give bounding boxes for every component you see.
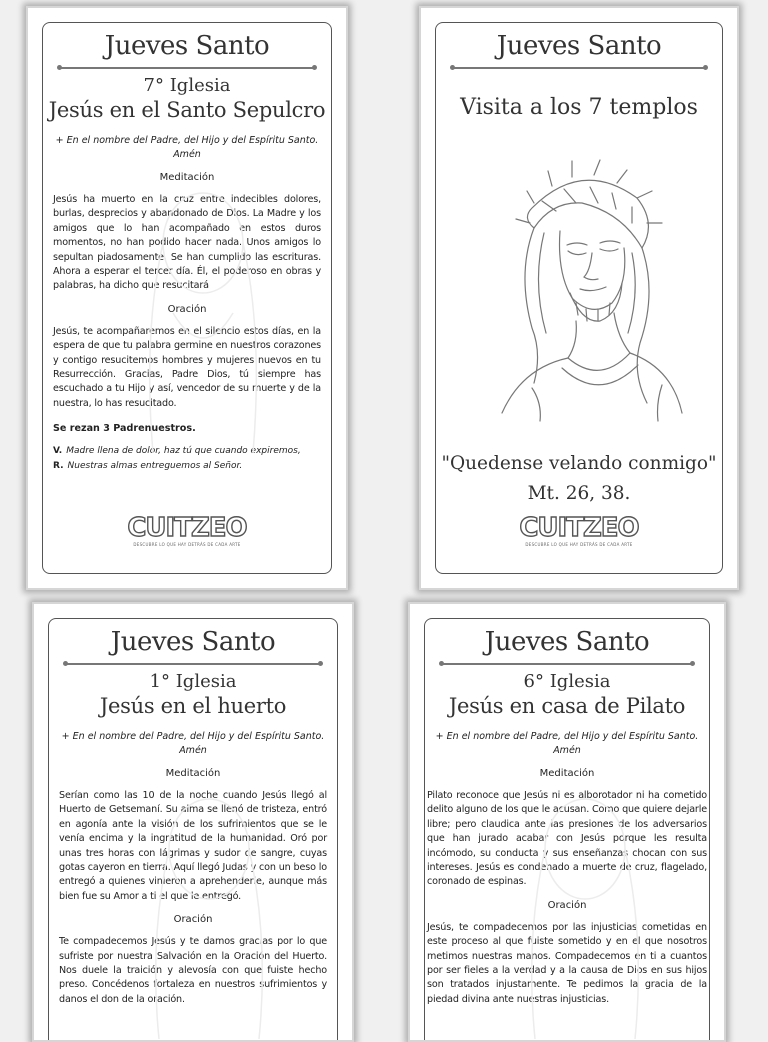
versicle-text: Madre llena de dolor, haz tú que cuando expiremos, bbox=[66, 446, 301, 457]
prayer-text: Te compadecemos Jesús y te damos gracias por lo que sufriste por nuestra Salvación en la Oración del Huerto. Nos duele la traición y alevosía con que fuiste hecho preso. Concédenos fortaleza en nuestros sufrimientos y danos el don de la oración. bbox=[59, 936, 327, 1005]
invocation bbox=[425, 730, 709, 758]
cover-subtitle: Visita a los 7 templos bbox=[460, 95, 698, 120]
amen-line: Amén bbox=[553, 745, 581, 756]
title-divider bbox=[66, 663, 319, 665]
meditation-text: Pilato reconoce que Jesús ni es alborotador ni ha cometido delito alguno de los que le acusan. Como que quiere dejarle libre; pero claudica ante las presiones de los adversarios que han jurado acabar con Jesús porque les resulta incómodo, su conducta y sus enseñanzas chocan con sus intereses. Jesús es condenado a muerte de cruz, flagelado, coronado de espinas. bbox=[427, 790, 707, 888]
card-7th-church bbox=[26, 6, 348, 590]
prayer-instruction: Se rezan 3 Padrenuestros. bbox=[53, 423, 196, 435]
prayer-text: Jesús, te acompañaremos en el silencio estos días, en la espera de que tu palabra germine en nuestros corazones y contigo resucitemos hombres y mujeres nuevos en tu Resurrección. Gracias, Padre Dios, tú siempre has escuchado a tu Hijo y así, vencedor de su muerte y de la nuestra, lo has resucitado. bbox=[53, 325, 321, 409]
card-title: Jueves Santo bbox=[110, 627, 276, 657]
response-text: Nuestras almas entreguemos al Señor. bbox=[67, 461, 243, 472]
church-number: 1° Iglesia bbox=[149, 671, 237, 692]
card-cover bbox=[419, 6, 739, 590]
prayer-heading: Oración bbox=[167, 303, 207, 315]
prayer-text: Jesús, te compadecemos por las injusticias cometidas en este proceso al que fuiste sometido y en el que nosotros metimos nuestras manos. Compadecemos en ti a cuantos por ser fieles a la verdad y a la causa de Dios en sus hijos son tratados injustamente. Te pedimos la gracia de la piedad divina ante nuestras injusticias. bbox=[427, 921, 707, 1005]
response-label: R. bbox=[53, 461, 64, 472]
invocation-line: + En el nombre del Padre, del Hijo y del Espíritu Santo. bbox=[61, 731, 325, 742]
logo-wordmark: CUITZEO bbox=[127, 513, 247, 543]
card-frame bbox=[435, 22, 723, 574]
card-title: Jueves Santo bbox=[484, 627, 650, 657]
logo-tagline: DESCUBRE LO QUE HAY DETRÁS DE CADA ARTE bbox=[133, 542, 241, 547]
cuitzeo-logo bbox=[519, 515, 638, 547]
logo-tagline: DESCUBRE LO QUE HAY DETRÁS DE CADA ARTE bbox=[525, 542, 633, 547]
prayer-heading: Oración bbox=[173, 914, 213, 926]
title-divider bbox=[453, 67, 705, 69]
invocation bbox=[43, 134, 331, 162]
meditation-heading: Meditación bbox=[159, 172, 215, 183]
meditation-text: Serían como las 10 de la noche cuando Jesús llegó al Huerto de Getsemaní. Su alma se llenó de tristeza, entró en agonía ante la visión de los sufrimientos que se le venía encima y la ingratitud de la humanidad. Oró por unas tres horas con lágrimas y sudor de sangre, cuyas gotas cayeron en tierra. Aquí llegó Judas y con un beso lo entregó a quienes vinieron a aprehenderle, aunque más bien fue su Amor a ti el que le entregó. bbox=[59, 790, 327, 902]
invocation-line: + En el nombre del Padre, del Hijo y del Espíritu Santo. bbox=[55, 135, 319, 146]
christ-portrait-icon bbox=[472, 153, 692, 423]
versicle-response bbox=[43, 444, 331, 474]
meditation-heading: Meditación bbox=[165, 768, 221, 779]
logo-wordmark: CUITZEO bbox=[519, 513, 639, 543]
invocation bbox=[49, 730, 337, 758]
title-divider bbox=[60, 67, 313, 69]
amen-line: Amén bbox=[173, 149, 201, 160]
card-frame bbox=[424, 618, 710, 1042]
title-divider bbox=[442, 663, 692, 665]
church-number: 6° Iglesia bbox=[523, 671, 611, 692]
station-title: Jesús en casa de Pilato bbox=[448, 694, 686, 718]
card-title: Jueves Santo bbox=[104, 31, 270, 61]
card-6th-church bbox=[408, 602, 726, 1042]
amen-line: Amén bbox=[179, 745, 207, 756]
prayer-heading: Oración bbox=[547, 899, 587, 911]
card-frame bbox=[48, 618, 338, 1042]
card-1st-church bbox=[32, 602, 354, 1042]
station-title: Jesús en el Santo Sepulcro bbox=[48, 98, 326, 122]
cuitzeo-logo bbox=[127, 515, 246, 547]
cover-quote: "Quedense velando conmigo" bbox=[441, 453, 717, 474]
cover-citation: Mt. 26, 38. bbox=[527, 483, 631, 504]
card-frame bbox=[42, 22, 332, 574]
versicle-label: V. bbox=[53, 446, 63, 457]
church-number: 7° Iglesia bbox=[143, 75, 231, 96]
invocation-line: + En el nombre del Padre, del Hijo y del Espíritu Santo. bbox=[435, 731, 699, 742]
card-title: Jueves Santo bbox=[496, 31, 662, 61]
meditation-heading: Meditación bbox=[539, 768, 595, 779]
meditation-text: Jesús ha muerto en la cruz entre indecibles dolores, burlas, desprecios y abandonado de Dios. La Madre y los amigos que lo han acompañado en estos duros momentos, no han podido hacer nada. Unos amigos lo sepultan piadosamente. Se han cumplido las escrituras. Ahora a esperar el tercer día. Él, el poderoso en obras y palabras, ha dicho que resucitará bbox=[53, 194, 321, 292]
station-title: Jesús en el huerto bbox=[99, 694, 287, 718]
